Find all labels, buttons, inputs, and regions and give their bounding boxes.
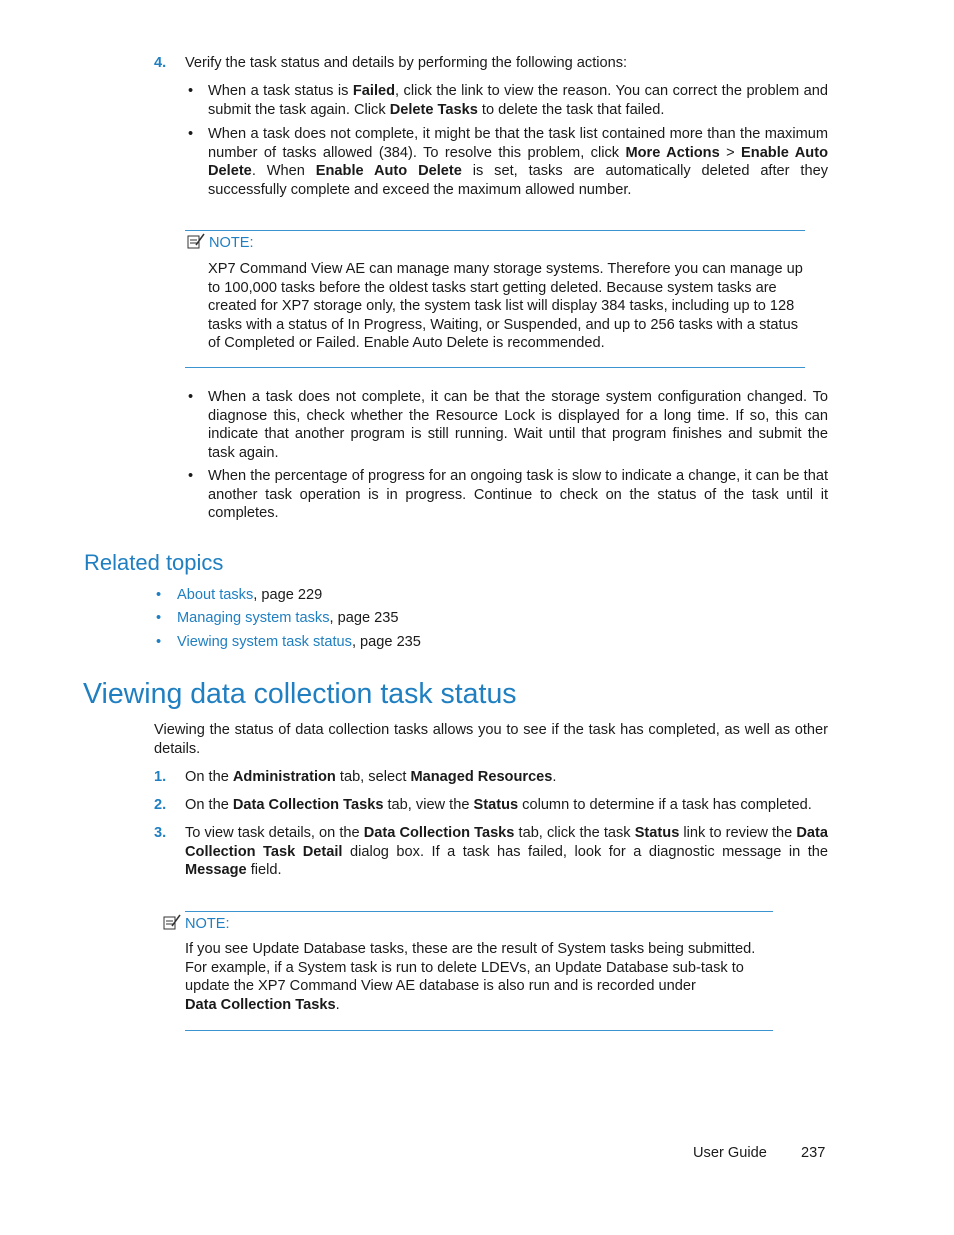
related-link-managing-system-tasks[interactable]: Managing system tasks	[177, 610, 330, 626]
note-label: NOTE:	[209, 235, 254, 251]
step-number: 3.	[154, 825, 167, 841]
step-text: To view task details, on the Data Collection Tasks tab, click the task Status link to review the Data Collection Task Detail dialog box. If a task has failed, look for a diagnostic message in the Message field.	[185, 825, 828, 879]
page-number: 237	[801, 1145, 826, 1161]
bullet-glyph: •	[156, 587, 162, 603]
step-number: 1.	[154, 769, 167, 785]
step-number: 2.	[154, 797, 167, 813]
bullet-item: When a task status is Failed, click the link to view the reason. You can correct the problem and submit the task again. Click Delete Tasks to delete the task that failed.	[208, 83, 828, 118]
bullet-glyph: •	[188, 83, 194, 99]
step-text: On the Administration tab, select Managed Resources.	[185, 769, 557, 785]
bullet-item: When a task does not complete, it might be that the task list contained more than the maximum number of tasks allowed (384). To resolve this problem, click More Actions > Enable Auto Delete. When Enable Auto Delete is set, tasks are automatically deleted after they successfully complete and exceed the maximum allowed number.	[208, 126, 828, 198]
step-text: On the Data Collection Tasks tab, view the Status column to determine if a task has completed.	[185, 797, 812, 813]
step-number: 4.	[154, 55, 167, 71]
note-text: XP7 Command View AE can manage many storage systems. Therefore you can manage up to 100,000 tasks before the oldest tasks start getting deleted. Because system tasks are created for XP7 storage only, the system task list will display 384 tasks, including up to 128 tasks with a status of In Progress, Waiting, or Suspended, and up to 256 tasks with a status of Completed or Failed. Enable Auto Delete is recommended.	[208, 261, 803, 352]
bullet-glyph: •	[188, 389, 194, 405]
related-item: About tasks, page 229	[177, 587, 323, 603]
note-label: NOTE:	[185, 916, 230, 932]
bullet-item: When a task does not complete, it can be that the storage system configuration changed. To diagnose this, check whether the Resource Lock is displayed for a long time. If so, this can indicate that another program is still running. Wait until that program finishes and submit the task again.	[208, 389, 828, 461]
bullet-glyph: •	[188, 468, 194, 484]
note-icon	[163, 914, 181, 930]
note-divider-bottom	[185, 1030, 773, 1031]
bullet-glyph: •	[188, 126, 194, 142]
related-link-about-tasks[interactable]: About tasks	[177, 587, 254, 603]
step-text: Verify the task status and details by performing the following actions:	[185, 55, 628, 71]
note-text: If you see Update Database tasks, these are the result of System tasks being submitted. For example, if a System task is run to delete LDEVs, an Update Database sub-task to update the XP7 Command View AE database is also run and is recorded under Data Collection Tasks.	[185, 941, 756, 1013]
section-intro: Viewing the status of data collection tasks allows you to see if the task has completed, as well as other details.	[154, 722, 828, 757]
footer-guide: User Guide	[693, 1145, 767, 1161]
note-divider-top	[185, 911, 773, 912]
bullet-item: When the percentage of progress for an ongoing task is slow to indicate a change, it can be that another task operation is in progress. Continue to check on the status of the task until it completes.	[208, 468, 828, 522]
related-item: Managing system tasks, page 235	[177, 610, 399, 626]
section-title: Viewing data collection task status	[83, 678, 517, 710]
bullet-glyph: •	[156, 610, 162, 626]
related-topics-heading: Related topics	[84, 550, 224, 575]
related-link-viewing-system-task-status[interactable]: Viewing system task status	[177, 634, 352, 650]
related-item: Viewing system task status, page 235	[177, 634, 421, 650]
bullet-glyph: •	[156, 634, 162, 650]
note-divider-bottom	[185, 367, 805, 368]
note-icon	[187, 233, 205, 249]
note-divider-top	[185, 230, 805, 231]
